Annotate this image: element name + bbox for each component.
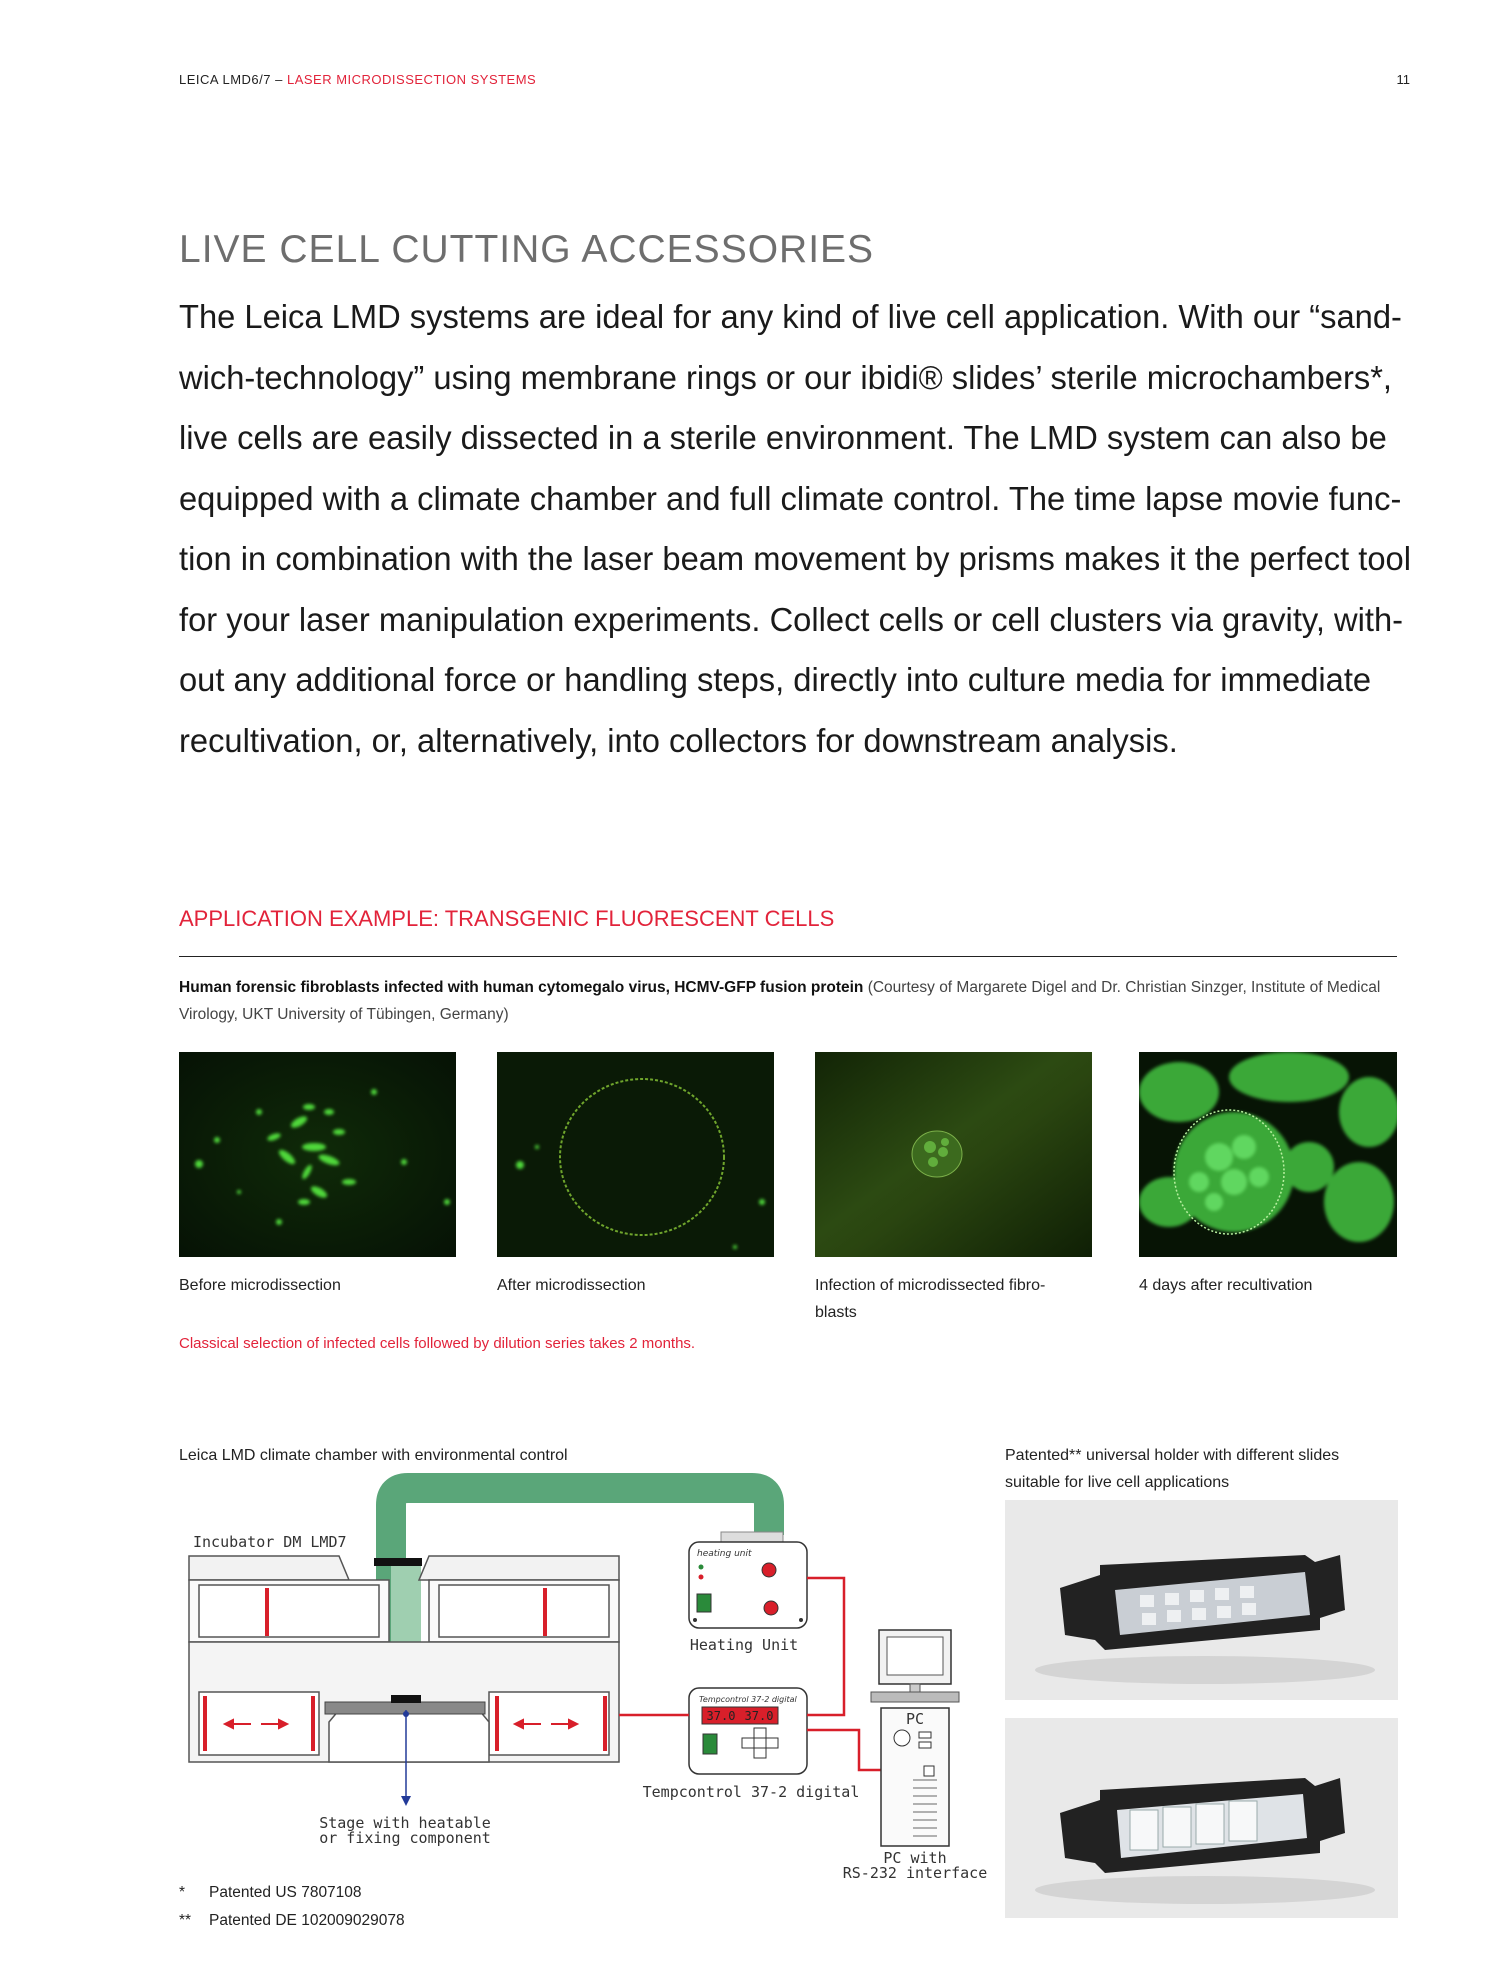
footnote-text: Patented US 7807108	[209, 1884, 362, 1901]
footnote-mark: *	[179, 1884, 186, 1901]
svg-text:heating unit: heating unit	[697, 1549, 752, 1559]
label-stage-2: or fixing component	[319, 1829, 491, 1847]
intro-line: equipped with a climate chamber and full climate control. The time lapse movie func-	[179, 480, 1402, 518]
svg-text:37.0: 37.0	[706, 1709, 736, 1723]
caption-credit: (Courtesy of Margarete Digel and Dr. Christian Sinzger, Institute of Medical Virology, UKT University of Tübingen, Germany)	[179, 979, 1381, 1023]
intro-line: tion in combination with the laser beam movement by prisms makes it the perfect tool	[179, 541, 1411, 578]
micrograph-before	[179, 1052, 456, 1257]
intro-line: for your laser manipulation experiments. Collect cells or cell clusters via gravity, with-	[179, 601, 1404, 639]
label-pc-with: PC with	[883, 1849, 947, 1867]
page-number: 11	[1396, 72, 1410, 87]
holder-photo-2	[1005, 1718, 1398, 1918]
label-after: After microdissection	[497, 1277, 646, 1294]
intro-line: live cells are easily dissected in a sterile environment. The LMD system can also be	[179, 420, 1387, 457]
tempcontrol-unit	[689, 1688, 807, 1774]
footnote-2	[179, 1912, 405, 1930]
intro-line: recultivation, or, alternatively, into collectors for downstream analysis.	[179, 722, 1178, 760]
label-recultivation: 4 days after recultivation	[1139, 1277, 1313, 1294]
footnote-mark: **	[179, 1912, 192, 1929]
application-heading: APPLICATION EXAMPLE: TRANSGENIC FLUORESCENT CELLS	[179, 906, 835, 931]
label-tempcontrol: Tempcontrol 37-2 digital	[642, 1783, 860, 1801]
application-caption	[179, 974, 1399, 1028]
holder-heading	[1005, 1442, 1339, 1496]
header-separator: –	[271, 72, 287, 87]
micrograph-recultivation	[1139, 1052, 1397, 1257]
svg-text:Tempcontrol 37-2 digital: Tempcontrol 37-2 digital	[699, 1695, 797, 1704]
label-stage-1: Stage with heatable	[319, 1814, 491, 1832]
label-pc: PC	[905, 1710, 925, 1728]
micrograph-after	[497, 1052, 774, 1257]
intro-line: out any additional force or handling steps, directly into culture media for immediate	[179, 662, 1372, 699]
footnote-1	[179, 1884, 362, 1902]
footnote-text: Patented DE 102009029078	[209, 1912, 405, 1929]
intro-paragraph	[179, 288, 1411, 772]
caption-bold: Human forensic fibroblasts infected with human cytomegalo virus, HCMV-GFP fusion protein	[179, 979, 864, 996]
page-title: LIVE CELL CUTTING ACCESSORIES	[179, 228, 875, 271]
climate-diagram	[179, 1470, 999, 1900]
running-header	[179, 72, 536, 87]
section-divider	[179, 956, 1397, 957]
climate-heading: Leica LMD climate chamber with environmental control	[179, 1447, 568, 1464]
label-before: Before microdissection	[179, 1277, 341, 1294]
label-heating-unit: Heating Unit	[689, 1636, 799, 1654]
holder-heading-line: suitable for live cell applications	[1005, 1474, 1230, 1491]
label-incubator: Incubator DM LMD7	[193, 1533, 347, 1551]
header-subtitle: LASER MICRODISSECTION SYSTEMS	[286, 72, 537, 87]
header-product: LEICA LMD6/7	[179, 72, 271, 87]
heating-unit	[689, 1542, 807, 1628]
intro-line: The Leica LMD systems are ideal for any kind of live cell application. With our “sand-	[179, 299, 1402, 336]
holder-photo-1	[1005, 1500, 1398, 1700]
label-rs232: RS-232 interface	[842, 1864, 988, 1882]
label-infection: Infection of microdissected fibro-blasts	[815, 1277, 1046, 1321]
micrograph-infection	[815, 1052, 1092, 1257]
svg-text:37.0: 37.0	[744, 1709, 774, 1723]
selection-note: Classical selection of infected cells followed by dilution series takes 2 months.	[179, 1335, 696, 1352]
intro-line: wich-technology” using membrane rings or our ibidi® slides’ sterile microchambers*,	[179, 359, 1393, 397]
pc-icon	[871, 1630, 959, 1846]
holder-heading-line: Patented** universal holder with different slides	[1005, 1447, 1340, 1464]
